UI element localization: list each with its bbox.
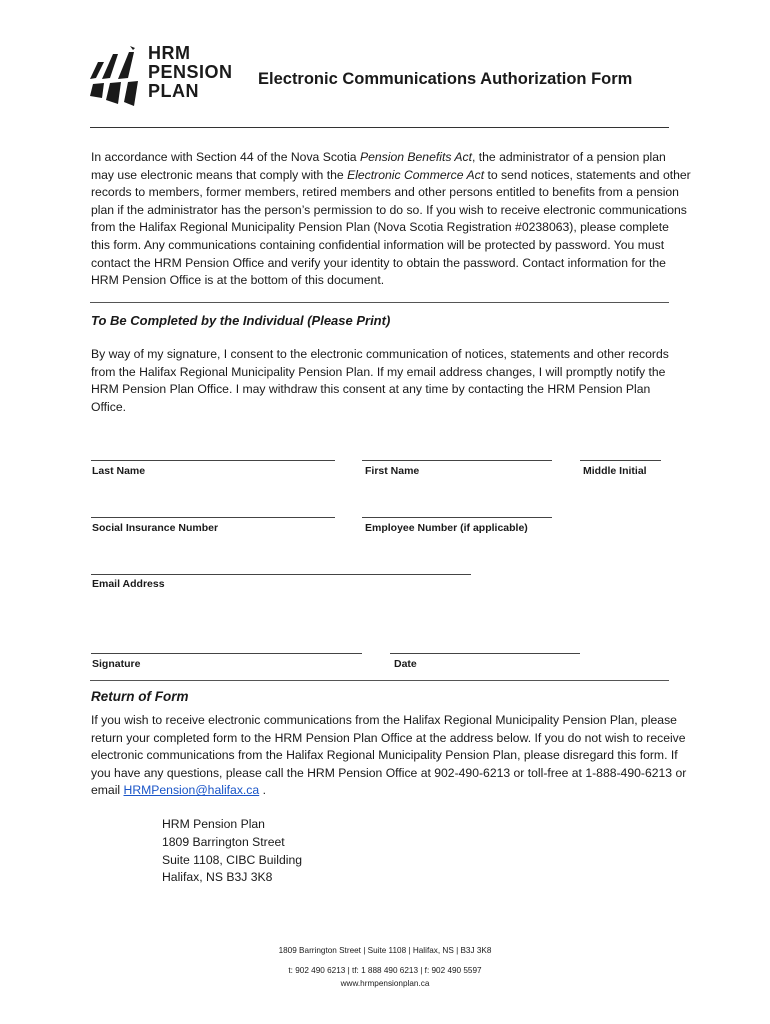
- middle-initial-label: Middle Initial: [583, 465, 647, 477]
- intro-text-2: , the administrator of a pension plan may use electronic means that comply with the: [91, 150, 666, 182]
- email-address-label: Email Address: [92, 578, 165, 590]
- hrm-pension-plan-logo: [88, 44, 248, 114]
- footer-website: www.hrmpensionplan.ca: [340, 979, 430, 988]
- last-name-field[interactable]: [91, 460, 335, 461]
- employee-number-field[interactable]: [362, 517, 552, 518]
- last-name-label: Last Name: [92, 465, 146, 477]
- sin-label: Social Insurance Number: [92, 522, 219, 534]
- logo-line-1: HRM: [148, 43, 191, 63]
- mailing-address: [162, 816, 302, 887]
- logo-wordmark: [148, 44, 233, 101]
- footer-address: 1809 Barrington Street | Suite 1108 | Halifax, NS | B3J 3K8: [278, 946, 492, 955]
- individual-section-heading: To Be Completed by the Individual (Please Print): [91, 313, 391, 328]
- return-text-end: .: [259, 783, 266, 798]
- footer-phone: t: 902 490 6213 | tf: 1 888 490 6213 | f: 902 490 5597: [288, 966, 482, 975]
- date-field[interactable]: [390, 653, 580, 654]
- return-text: If you wish to receive electronic communications from the Halifax Regional Municipality Pension Plan, please return your completed form to the HRM Pension Plan Office at the address below. If you do not wish to receive electronic communications from the Halifax Regional Municipality Pension Plan, please disregard this form. If you have any questions, please call the HRM Pension Office at 902-490-6213 or toll-free at 1-888-490-6213 or email: [91, 713, 687, 798]
- intro-act-1: Pension Benefits Act: [359, 150, 472, 164]
- sin-field[interactable]: [91, 517, 335, 518]
- address-line-1: HRM Pension Plan: [162, 817, 265, 831]
- page-title: Electronic Communications Authorization Form: [258, 70, 633, 88]
- first-name-label: First Name: [365, 465, 420, 477]
- return-paragraph: [91, 712, 691, 800]
- date-label: Date: [394, 658, 417, 670]
- signature-field[interactable]: [91, 653, 362, 654]
- employee-number-label: Employee Number (if applicable): [365, 522, 528, 534]
- section-divider: [90, 302, 669, 303]
- signature-label: Signature: [92, 658, 141, 670]
- section-divider-2: [90, 680, 669, 681]
- first-name-field[interactable]: [362, 460, 552, 461]
- email-address-field[interactable]: [91, 574, 471, 575]
- middle-initial-field[interactable]: [580, 460, 661, 461]
- intro-act-2: Electronic Commerce Act: [347, 167, 485, 182]
- logo-line-2: PENSION: [148, 62, 233, 82]
- address-line-2: 1809 Barrington Street: [162, 834, 285, 849]
- sailboat-logo-icon: [88, 44, 146, 114]
- address-line-3: Suite 1108, CIBC Building: [162, 852, 303, 867]
- return-section-heading: Return of Form: [91, 689, 189, 704]
- intro-text-1: In accordance with Section 44 of the Nova Scotia: [91, 150, 360, 164]
- intro-text-3: to send notices, statements and other records to members, former members, retired members and other persons entitled to benefits from a pension plan if the administrator has the person’s permission to do so. If you wish to receive electronic communications from the Halifax Regional Municipality Pension Plan (Nova Scotia Registration #0238063), please complete this form. Any communications containing confidential information will be protected by password. You must contact the HRM Pension Office and verify your identity to obtain the password. Contact information for the HRM Pension Office is at the bottom of this document.: [91, 167, 691, 288]
- logo-line-3: PLAN: [148, 81, 199, 101]
- address-line-4: Halifax, NS B3J 3K8: [162, 870, 273, 885]
- email-link[interactable]: HRMPension@halifax.ca: [123, 783, 260, 798]
- intro-paragraph: [91, 149, 691, 290]
- consent-paragraph: By way of my signature, I consent to the electronic communication of notices, statements and other records from the Halifax Regional Municipality Pension Plan. If my email address changes, I will promptly notify the HRM Pension Plan Office. I may withdraw this consent at any time by contacting the HRM Pension Plan Office.: [91, 347, 669, 414]
- title-divider: [90, 127, 669, 128]
